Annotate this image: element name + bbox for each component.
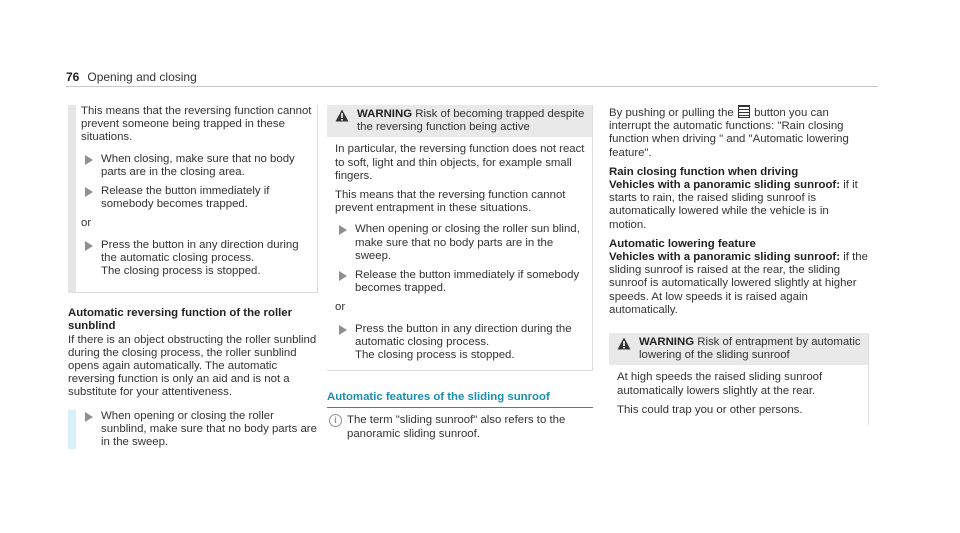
step-text: Release the button immediately if somebody becomes trapped. xyxy=(355,269,580,295)
heading-auto-lowering: Automatic lowering feature xyxy=(609,237,756,250)
warning-header xyxy=(327,105,592,137)
step-item xyxy=(81,410,318,450)
step-item xyxy=(335,269,586,295)
rain-vehicle-label: Vehicles with a panoramic sliding sunroof: xyxy=(609,179,841,192)
page-header-title: Opening and closing xyxy=(87,70,197,84)
warning-triangle-icon xyxy=(335,109,349,122)
intro-text-a: By pushing or pulling the xyxy=(609,107,734,119)
warning-header xyxy=(609,333,868,365)
lowering-text: if the sliding sunroof is raised at the rear, the sliding sunroof is automatically lowered slightly at higher speeds. At low speeds it is raised again automatically. xyxy=(609,251,868,316)
step-arrow-icon xyxy=(85,187,93,197)
step-arrow-icon xyxy=(85,412,93,422)
column-2 xyxy=(327,105,593,441)
info-icon: i xyxy=(329,414,342,427)
warning-body xyxy=(609,371,868,425)
header-rule xyxy=(66,86,878,87)
warning-triangle-icon xyxy=(617,337,631,350)
step-arrow-icon xyxy=(339,325,347,335)
warning-title: Risk of entrapment by automatic lowering of the sliding sunroof xyxy=(639,336,861,362)
warning-body xyxy=(327,143,592,370)
step-text: When opening or closing the roller sun blind, make sure that no body parts are in the sweep. xyxy=(355,223,580,262)
step-item xyxy=(81,185,317,211)
step-block xyxy=(68,410,318,450)
step-arrow-icon xyxy=(85,155,93,165)
warning-box-2 xyxy=(609,333,869,425)
step-item xyxy=(335,323,586,363)
warning-box xyxy=(327,105,593,371)
heading-rain-closing: Rain closing function when driving xyxy=(609,165,799,178)
step-item xyxy=(81,239,317,279)
rain-text: if it starts to rain, the raised sliding sunroof is automatically lowered while the vehicle is in motion. xyxy=(609,179,858,231)
warning-paragraph: At high speeds the raised sliding sunroof automatically lowers slightly at the rear. xyxy=(617,371,823,397)
step-text: Press the button in any direction during the automatic closing process. xyxy=(101,238,299,264)
column-1 xyxy=(68,105,318,455)
lowering-vehicle-label: Vehicles with a panoramic sliding sunroof: xyxy=(609,251,841,264)
intro-paragraph xyxy=(609,105,869,160)
warning-continuation-box xyxy=(68,105,318,293)
step-text: When closing, make sure that no body parts are in the closing area. xyxy=(101,152,295,178)
warning-paragraph: This could trap you or other persons. xyxy=(617,403,803,416)
step-arrow-icon xyxy=(339,271,347,281)
section-heading: Automatic reversing function of the roller sunblind xyxy=(68,307,293,333)
section-title-sliding-sunroof: Automatic features of the sliding sunroof xyxy=(327,391,593,408)
step-text: Release the button immediately if somebody becomes trapped. xyxy=(101,185,270,211)
lowering-paragraph xyxy=(609,251,869,317)
warning-paragraph: This means that the reversing function cannot prevent entrapment in these situations. xyxy=(335,189,566,215)
step-result-text: The closing process is stopped. xyxy=(355,349,515,362)
rain-paragraph xyxy=(609,179,869,232)
or-label: or xyxy=(335,301,346,314)
step-item xyxy=(81,153,317,179)
intro-text-b: button you can interrupt the automatic functions: "Rain closing function when driving " and "Automatic lowering feature". xyxy=(609,107,849,159)
section-body: If there is an object obstructing the roller sunblind during the closing process, the roller sunblind opens again automatically. The automatic reversing function is only an aid and is not a substitute for your attentiveness. xyxy=(68,333,317,399)
page-number: 76 xyxy=(66,70,80,84)
step-text: When opening or closing the roller sunblind, make sure that no body parts are in the sweep. xyxy=(101,409,317,449)
warning-label: WARNING xyxy=(639,336,695,349)
step-arrow-icon xyxy=(339,225,347,235)
step-result-text: The closing process is stopped. xyxy=(101,265,261,278)
warning-paragraph: In particular, the reversing function does not react to soft, light and thin objects, for example small fingers. xyxy=(335,143,585,182)
column-3 xyxy=(609,105,869,425)
step-item xyxy=(335,223,586,263)
box-intro-text: This means that the reversing function cannot prevent someone being trapped in these situations. xyxy=(81,105,312,144)
note-text: The term "sliding sunroof" also refers to the panoramic sliding sunroof. xyxy=(347,414,566,440)
step-arrow-icon xyxy=(85,241,93,251)
step-text: Press the button in any direction during the automatic closing process. xyxy=(355,322,572,348)
warning-label: WARNING xyxy=(357,108,413,120)
page-header xyxy=(66,70,197,84)
or-label: or xyxy=(81,217,92,230)
note xyxy=(327,414,593,440)
warning-title: Risk of becoming trapped despite the reversing function being active xyxy=(357,108,585,134)
sunroof-button-icon xyxy=(738,105,750,118)
